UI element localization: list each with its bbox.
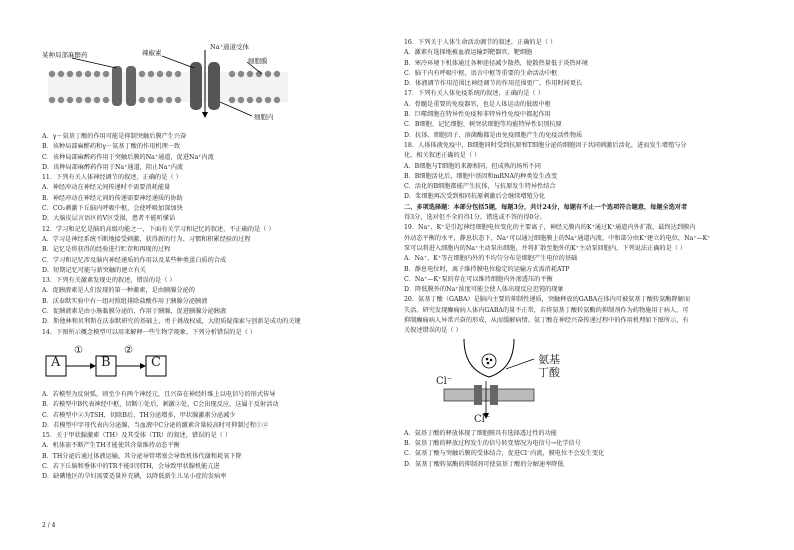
lipid-head [256,97,262,103]
page-number: 2 / 4 [42,522,56,529]
box-c: C [151,354,161,370]
lipid-head [247,97,253,103]
text-line: A．B细胞与T细胞的来源相同，但成熟的场所不同 [404,162,541,170]
text-line: 13．下列有关激素发现史的叙述，错误的是（ ） [42,277,176,285]
text-line: A．学习是神经系统不断地接受刺激，获得新的行为、习惯和积累经验的过程 [42,235,251,243]
text-line: D．体液调节作用范围比神经调节的作用范围更广，作用时间更长 [404,80,583,88]
lipid-head [229,71,235,77]
text-line: 关叙述错误的是（ ） [404,327,462,335]
lipid-head [94,71,100,77]
lipid-head [58,71,64,77]
lipid-head [49,97,55,103]
lipid-head [148,97,154,103]
text-line: 11．下列有关人体神经调节的叙述，正确的是（ ） [42,174,182,182]
text-line: 18．人体体液免疫中，B细胞同时受到抗原和T细胞分泌的细胞因子共同刺激后活化，进而发生增殖与分 [404,141,687,149]
lipid-head [238,71,244,77]
text-line: 16．下列关于人体生命活动调节的叙述，正确的是（ ） [404,39,557,46]
text-line: 化，相关叙述正确的是（ ） [404,152,481,160]
text-line: C．CO₂刺激下丘脑内呼吸中枢，会使呼吸加深加快 [42,205,183,213]
inside-label: 细胞内 [254,113,274,121]
text-line: A．γ－氨基丁酸的作用可能是抑制突触后膜产生兴奋 [42,133,187,140]
channel-label: Na⁺通道受体 [210,43,249,51]
text-line: 14．下图所示概念模型可以用来解释一些生物学现象，下列分析错误的是（ ） [42,328,257,336]
lipid-head [274,97,280,103]
lipid-head [67,71,73,77]
text-line: B．该种局部麻醉药和γ－氨基丁酸的作用机理一致 [42,143,181,151]
gaba-synapse-figure [434,339,634,427]
lipid-head [157,71,163,77]
text-line: D．缺碘地区的孕妇需要适量补充碘，以降低新生儿呆小症的发病率 [42,473,227,481]
text-line: A．Na⁺、K⁺等在细胞内外的不均匀分布是细胞产生电位的基础 [404,255,578,263]
text-line: A．促胰液素是人们发现的第一种激素，是由胰腺分泌的 [42,287,195,295]
box-b: B [101,354,111,370]
text-line: B．沃泰默实验中有一组对照组排除盐酸作用于胰腺分泌胰液 [42,297,208,305]
lipid-head [265,97,271,103]
text-line: 19．Na⁺、K⁺是引起神经细胞电位变化的主要离子，神经元膜内的K⁺通过K⁺通道内外扩散，最终达到膜内 [404,224,696,232]
lipid-head [94,97,100,103]
text-line: A．机体需不断产生TH才能使其含量维持动态平衡 [42,442,180,450]
text-line: B．记忆是将获得的经验进行贮存和再现的过程 [42,246,171,254]
text-line: B．TH分泌后通过体液运输，其分泌导管堵塞会导致机体代谢和耗氧下降 [42,452,242,460]
lipid-head [175,97,181,103]
text-line: B．静息电位时，离子维持膜电位稳定的运输方式需消耗ATP [404,265,570,273]
text-line: C．脑干内有呼吸中枢、语言中枢等重要的生命活动中枢 [404,69,558,77]
text-line: B．若模型中B代表神经中枢，切断①处后，刺激②处，C会出现反应，这属于反射活动 [42,401,279,409]
lipid-head [139,71,145,77]
lipid-head [175,71,181,77]
capsaicin-label: 辣椒素 [142,49,162,57]
lipid-head [76,97,82,103]
lipid-head [157,97,163,103]
gaba-synapse-diagram [434,339,634,427]
lipid-head [49,71,55,77]
text-line: A．骨髓是重要的免疫器官，也是人体运动的低级中枢 [404,100,551,108]
text-line: B．神经冲动在神经元间的传递需要神经递质的协助 [42,194,183,202]
text-line: B．巨噬细胞在特异性免疫和非特异性免疫中都起作用 [404,111,551,119]
lipid-head [229,97,235,103]
text-line: D．氨基丁酸转氨酶的抑制剂可使氨基丁酸的分解速率降低 [404,460,564,468]
lipid-head [67,97,73,103]
text-line: C．学习和记忆涉及脑内神经递质的作用以及某些种类蛋白质的合成 [42,256,227,264]
text-line: 外动态平衡的水平，静息状态下，Na⁺可以通过细胞膜上的Na⁺通道内流，中和部分由K⁺建立的电位，Na⁺—K⁺ [404,234,711,242]
lipid-head [76,71,82,77]
text-line: A．神经冲动在神经元间传递时不需要消耗能量 [42,184,171,192]
lipid-head [58,97,64,103]
text-line: A．激素有选择地被血液运输到靶器官、靶细胞 [404,49,533,57]
lipid-head [139,97,145,103]
text-line: 17．下列有关人体免疫系统的叙述，正确的是（ ） [404,90,544,98]
text-line: C．Na⁺—K⁺泵的存在可以维持细胞内外渗透压的平衡 [404,275,553,283]
text-line: 20．氨基丁酸（GABA）是脑内主要的抑制性递质，突触释放的GABA在体内可被氨基丁酸转氨酶降解而 [404,296,691,304]
arrow-1-label: ① [74,344,83,356]
text-line: C．氨基丁酸与突触后膜的受体结合，促进Cl⁻内流，膜电位不会发生变化 [404,450,605,458]
text-line: C．活化的B细胞都能产生抗体，与抗原发生特异性结合 [404,183,556,191]
lipid-head [274,71,280,77]
membrane-label: 细胞膜 [248,57,268,65]
text-line: D．短期记忆可能与新突触的建立有关 [42,266,146,274]
text-line: D．抗体、细胞因子、溶菌酶都是由免疫细胞产生的免疫活性物质 [404,131,583,139]
left-column [42,38,390,483]
text-line: C．该种局部麻醉药作用于突触后膜的Na⁺通道，促进Na⁺内流 [42,153,214,161]
text-line: A．若模型为反射弧，则至少有两个神经元，且兴奋在神经纤维上以电信号的形式传导 [42,390,276,398]
ion-bottom-label: Cl⁻ [474,413,491,425]
membrane-figure [42,38,342,130]
text-line: 15．关于甲状腺激素（TH）及其受体（TR）的叙述，错误的是（ ） [42,432,232,440]
lipid-head [85,71,91,77]
lipid-head [103,97,109,103]
text-line: B．寒冷环境下机体通过各种途径减少散热，使散热量低于炎热环境 [404,59,588,67]
text-line: C．促胰液素是由小肠黏膜分泌的，作用于胰腺，促进胰腺分泌胰液 [42,308,227,316]
text-line: D．斯他林和贝利斯在沃泰默研究的基础上，勇于挑战权威，大胆质疑探索与创新是成功的关键 [42,318,301,326]
text-line: C．若下丘脑和垂体中的TR不能识别TH，会导致甲状腺机能亢进 [42,463,220,471]
text-line: C．若模型中②为TSH，切除B后，TH分泌增多，甲状腺激素分泌减少 [42,411,236,419]
lipid-head [166,97,172,103]
text-line: B．氨基丁酸的释放过程发生的信号转变情况为电信号→化学信号 [404,439,581,447]
text-line: 12．学习和记忆是脑的高级功能之一，下面有关学习和记忆的叙述，不正确的是（ ） [42,225,275,233]
lipid-head [85,97,91,103]
lipid-head [166,71,172,77]
text-line: C．B细胞、记忆细胞、树突状细胞等均能特异性识别抗原 [404,121,562,129]
text-line: D．降低膜外的Na⁺浓度可能会使人体出现反应迟钝的现象 [404,286,564,294]
concept-model-diagram [42,342,342,384]
gaba-label: 氨基丁酸 [538,352,560,379]
text-line: 泵可以将进入细胞内的Na⁺主动泵出细胞，并将扩散至胞外的K⁺主动泵回胞内，下列说法正确的是（ ） [404,244,687,252]
text-line: D．浆细胞再次受到相同抗原刺激后会继续增殖分化 [404,193,546,201]
text-line: 得3分，选对但不全的得1分，错选或不答的得0分。 [404,214,546,222]
text-line: 失活。研究发现癫痫病人体内GABA的量不正常，若将氨基丁酸转氨酶的抑制剂作为药物施用于病人，可 [404,306,689,314]
lipid-head [148,71,154,77]
lipid-head [265,71,271,77]
lipid-head [247,71,253,77]
right-column [404,38,768,470]
text-line: A．氨基丁酸的释放体现了细胞膜具有选择透过性的功能 [404,429,557,437]
lipid-head [238,97,244,103]
text-line: 二、多项选择题：本部分包括5题，每题3分，共计24分，每题有不止一个选项符合题意，每题全选对者 [404,203,688,211]
box-a: A [51,354,61,370]
text-line: D．大脑皮层言语区的V区受损，患者不能听懂话 [42,215,176,223]
ion-top-label: Cl⁻ [436,375,453,387]
text-line: B．B细胞活化后，细胞中基因和mRNA的种类发生改变 [404,172,558,180]
text-line: D．该种局部麻醉药作用于Na⁺通道，阻止Na⁺内流 [42,163,184,171]
lipid-head [103,71,109,77]
concept-model-figure [42,342,342,384]
text-line: 抑制癫痫病人异常兴奋的形成，从而缓解病情。氨丁酸在神经兴奋传递过程中的作用机理如下图所示，有 [404,317,689,325]
drug-label: 某种局部麻醉药 [42,51,88,59]
arrow-2-label: ② [124,344,133,356]
text-line: D．若模型中字母代表内分泌腺，当血液中C分泌的激素含量较高时可抑制过程①② [42,421,269,429]
